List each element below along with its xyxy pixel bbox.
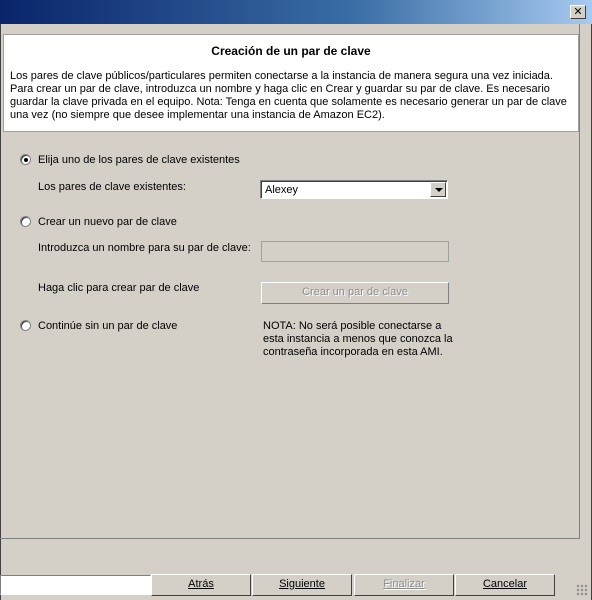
page-description: Los pares de clave públicos/particulares permiten conectarse a la instancia de manera segura una vez iniciada. Para crear un par de clave, introduzca un nombre y haga clic en Crear y guardar su par de clave. Es necesario guardar la clave privada en el equipo. Nota: Tenga en cuenta que solamente es necesario generar un par de clave una vez (no siempre que desee implementar una instancia de Amazon EC2). bbox=[10, 70, 567, 121]
radio-existing-label[interactable]: Elija uno de los pares de clave existentes bbox=[38, 154, 240, 166]
status-field bbox=[0, 575, 151, 595]
back-button[interactable]: Atrás bbox=[151, 574, 251, 596]
panel-divider bbox=[579, 24, 580, 538]
page-title: Creación de un par de clave bbox=[211, 44, 371, 58]
create-key-pair-button[interactable]: Crear un par de clave bbox=[261, 282, 449, 304]
existing-key-pairs-select[interactable] bbox=[260, 180, 448, 199]
next-button[interactable]: Siguiente bbox=[252, 574, 352, 596]
radio-none-label[interactable]: Continúe sin un par de clave bbox=[38, 320, 178, 332]
radio-no-key-pair[interactable] bbox=[20, 320, 31, 331]
resize-grip-icon[interactable] bbox=[576, 584, 588, 596]
close-icon: ✕ bbox=[573, 6, 583, 18]
cancel-button[interactable]: Cancelar bbox=[455, 574, 555, 596]
title-bar bbox=[0, 0, 592, 24]
radio-new-key-pair[interactable] bbox=[20, 216, 31, 227]
radio-new-label[interactable]: Crear un nuevo par de clave bbox=[38, 216, 177, 228]
close-button[interactable] bbox=[570, 5, 586, 19]
chevron-down-icon[interactable] bbox=[430, 182, 446, 197]
dialog-body bbox=[0, 24, 592, 600]
no-key-note: NOTA: No será posible conectarse a esta instancia a menos que conozca la contraseña incorporada en esta AMI. bbox=[263, 320, 453, 358]
select-value: Alexey bbox=[265, 184, 299, 196]
new-key-name-input[interactable] bbox=[261, 241, 449, 262]
finish-button[interactable]: Finalizar bbox=[354, 574, 454, 596]
existing-key-pairs-label: Los pares de clave existentes: bbox=[38, 181, 186, 193]
radio-existing-key-pair[interactable] bbox=[20, 154, 31, 165]
footer-divider bbox=[0, 538, 580, 539]
create-key-label: Haga clic para crear par de clave bbox=[38, 282, 200, 294]
header-panel bbox=[3, 34, 579, 132]
new-key-name-label: Introduzca un nombre para su par de clave: bbox=[38, 242, 251, 254]
